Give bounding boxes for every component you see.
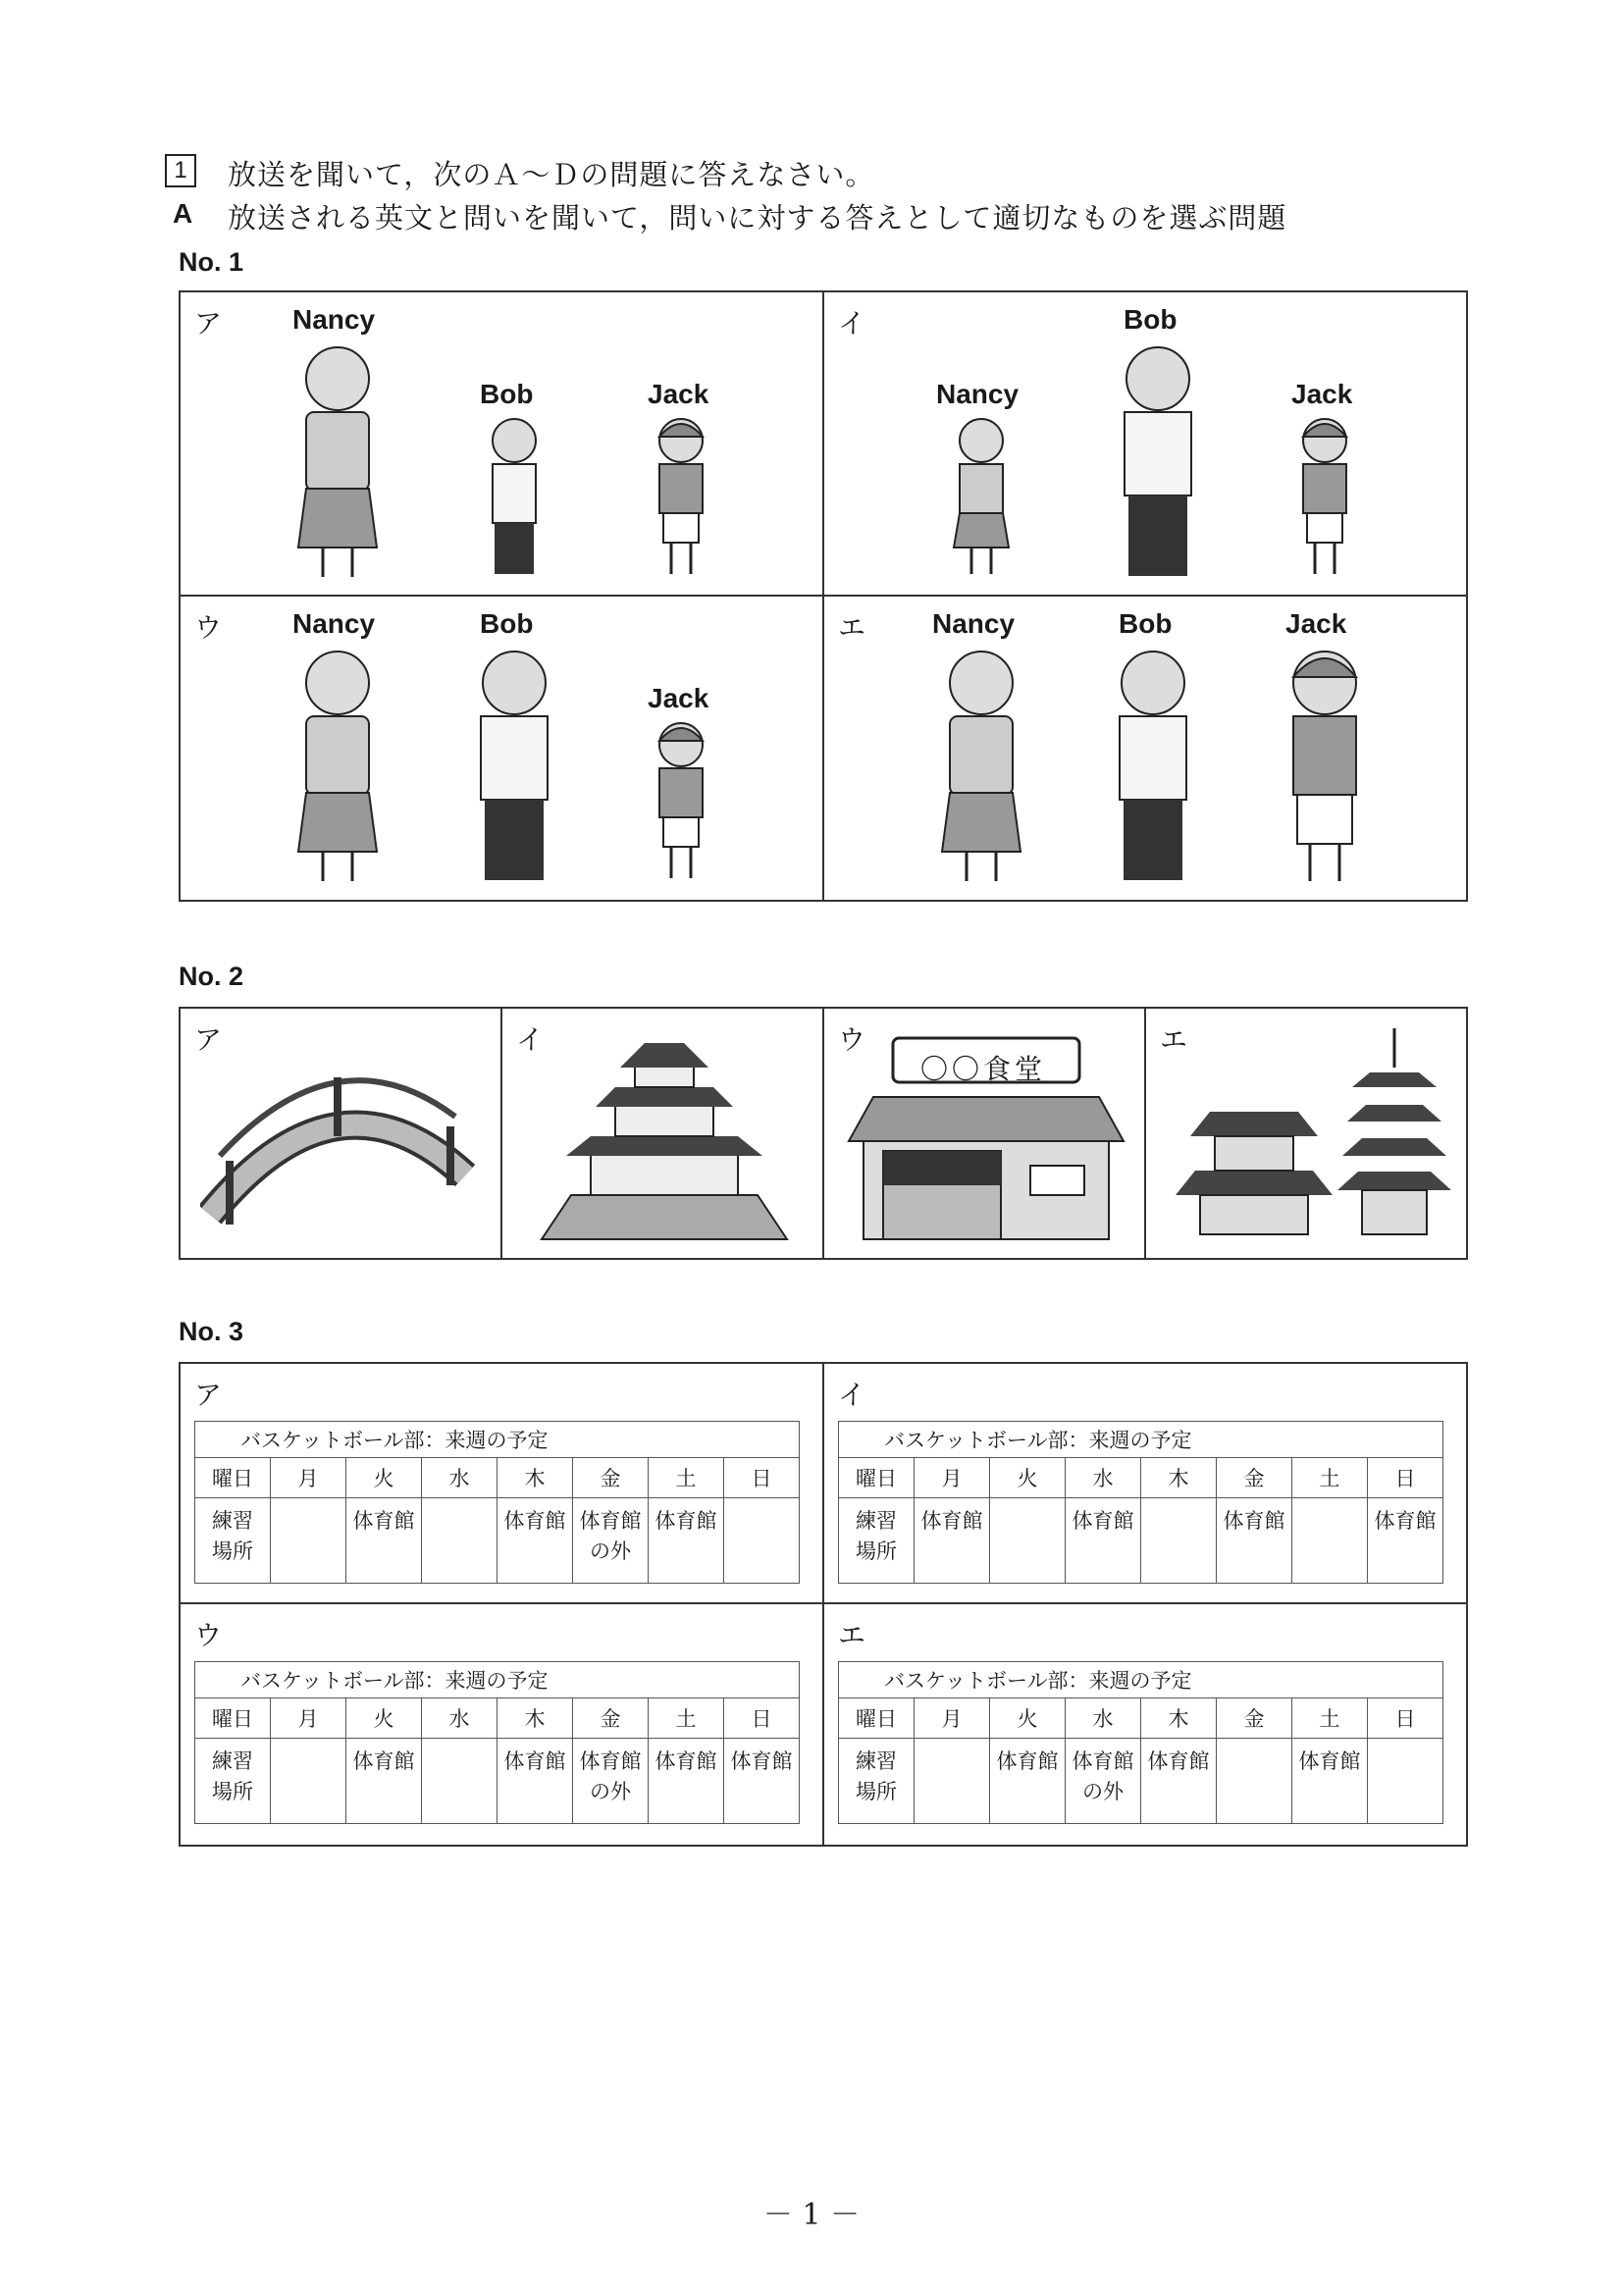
day-mon: 月	[271, 1458, 346, 1498]
no1-choice-u[interactable]	[181, 597, 824, 901]
temple-pagoda-icon	[1166, 1028, 1455, 1244]
place-sun	[724, 1498, 800, 1584]
place-tue	[990, 1498, 1066, 1584]
day-tue: 火	[990, 1698, 1066, 1739]
no2-choice-i[interactable]	[502, 1009, 824, 1258]
no3-choice-e[interactable]	[824, 1604, 1468, 1845]
no1-choices-frame	[179, 290, 1468, 902]
choice-mark: ウ	[838, 1023, 866, 1056]
name-jack: Jack	[1285, 608, 1347, 639]
schedule-title: バスケットボール部：来週の予定	[195, 1422, 800, 1458]
place-wed: 体育館	[1066, 1498, 1141, 1584]
day-mon: 月	[271, 1698, 346, 1739]
no3-choice-i[interactable]	[824, 1364, 1468, 1604]
restaurant-sign-text: 〇〇食堂	[920, 1054, 1047, 1084]
page-number: － 1 －	[762, 2198, 861, 2232]
jack-figure-icon	[1266, 646, 1384, 891]
day-wed: 水	[1066, 1698, 1141, 1739]
bob-figure-icon	[455, 646, 573, 891]
place-tue: 体育館	[346, 1739, 422, 1824]
place-wed	[422, 1739, 497, 1824]
place-thu: 体育館	[497, 1739, 573, 1824]
place-mon	[271, 1739, 346, 1824]
name-jack: Jack	[648, 379, 709, 409]
name-jack: Jack	[1291, 379, 1353, 409]
day-wed: 水	[422, 1458, 497, 1498]
day-sun: 日	[724, 1698, 800, 1739]
choice-mark: イ	[838, 1379, 866, 1411]
day-mon: 月	[915, 1698, 990, 1739]
name-bob: Bob	[1124, 304, 1178, 335]
choice-mark: イ	[516, 1023, 545, 1056]
day-thu: 木	[497, 1458, 573, 1498]
day-sat: 土	[649, 1458, 724, 1498]
schedule-title: バスケットボール部：来週の予定	[839, 1662, 1443, 1698]
nancy-figure-icon	[279, 646, 396, 891]
choice-mark: エ	[838, 611, 866, 644]
schedule-title: バスケットボール部：来週の予定	[839, 1422, 1443, 1458]
nancy-figure-icon	[922, 646, 1040, 891]
no1-choice-e[interactable]	[824, 597, 1468, 901]
schedule-table	[838, 1421, 1443, 1584]
no2-label: No. 2	[179, 962, 244, 991]
place-wed	[422, 1498, 497, 1584]
place-mon	[271, 1498, 346, 1584]
day-fri: 金	[1217, 1698, 1292, 1739]
jack-figure-icon	[1285, 415, 1364, 582]
no3-label: No. 3	[179, 1317, 244, 1346]
place-sat: 体育館	[649, 1498, 724, 1584]
day-row-label: 曜日	[195, 1458, 271, 1498]
place-sat	[1292, 1498, 1368, 1584]
place-sun: 体育館	[1368, 1498, 1443, 1584]
place-tue: 体育館	[990, 1739, 1066, 1824]
day-thu: 木	[497, 1698, 573, 1739]
place-mon: 体育館	[915, 1498, 990, 1584]
name-nancy: Nancy	[292, 304, 376, 335]
schedule-table	[838, 1661, 1443, 1824]
day-sat: 土	[649, 1698, 724, 1739]
no3-choice-u[interactable]	[181, 1604, 824, 1845]
day-tue: 火	[346, 1458, 422, 1498]
question-number: 1	[165, 154, 196, 187]
nancy-figure-icon	[279, 341, 396, 587]
place-thu	[1141, 1498, 1217, 1584]
name-bob: Bob	[480, 379, 534, 409]
choice-mark: イ	[838, 307, 866, 339]
place-mon	[915, 1739, 990, 1824]
day-row-label: 曜日	[839, 1698, 915, 1739]
day-sat: 土	[1292, 1458, 1368, 1498]
no2-choice-e[interactable]	[1146, 1009, 1466, 1258]
place-thu: 体育館	[1141, 1739, 1217, 1824]
no2-choice-a[interactable]	[181, 1009, 502, 1258]
choice-mark: ウ	[194, 1619, 223, 1651]
day-fri: 金	[1217, 1458, 1292, 1498]
place-wed: 体育館 の外	[1066, 1739, 1141, 1824]
place-row-label: 練習 場所	[195, 1498, 271, 1584]
day-tue: 火	[990, 1458, 1066, 1498]
nancy-figure-icon	[942, 415, 1021, 582]
choice-mark: エ	[1160, 1023, 1188, 1056]
day-row-label: 曜日	[839, 1458, 915, 1498]
day-sun: 日	[1368, 1458, 1443, 1498]
day-tue: 火	[346, 1698, 422, 1739]
day-wed: 水	[422, 1698, 497, 1739]
place-thu: 体育館	[497, 1498, 573, 1584]
name-jack: Jack	[648, 683, 709, 713]
no2-choice-u[interactable]	[824, 1009, 1146, 1258]
japanese-castle-icon	[522, 1033, 807, 1244]
day-mon: 月	[915, 1458, 990, 1498]
schedule-title: バスケットボール部：来週の予定	[195, 1662, 800, 1698]
place-fri: 体育館 の外	[573, 1739, 649, 1824]
place-sat: 体育館	[649, 1739, 724, 1824]
choice-mark: ア	[194, 1379, 223, 1411]
name-nancy: Nancy	[932, 608, 1016, 639]
place-row-label: 練習 場所	[839, 1498, 915, 1584]
part-letter: A	[173, 198, 193, 229]
jack-figure-icon	[642, 719, 720, 886]
place-tue: 体育館	[346, 1498, 422, 1584]
choice-mark: ア	[194, 1023, 223, 1056]
arched-bridge-icon	[200, 1038, 485, 1244]
day-row-label: 曜日	[195, 1698, 271, 1739]
day-sat: 土	[1292, 1698, 1368, 1739]
day-thu: 木	[1141, 1698, 1217, 1739]
no1-label: No. 1	[179, 247, 244, 277]
bob-figure-icon	[1099, 341, 1217, 587]
choice-mark: ア	[194, 307, 223, 339]
place-sun: 体育館	[724, 1739, 800, 1824]
place-row-label: 練習 場所	[839, 1739, 915, 1824]
day-sun: 日	[724, 1458, 800, 1498]
no3-choice-a[interactable]	[181, 1364, 824, 1604]
place-fri: 体育館 の外	[573, 1498, 649, 1584]
choice-mark: ウ	[194, 611, 223, 644]
choice-mark: エ	[838, 1619, 866, 1651]
day-fri: 金	[573, 1698, 649, 1739]
place-sat: 体育館	[1292, 1739, 1368, 1824]
day-wed: 水	[1066, 1458, 1141, 1498]
place-row-label: 練習 場所	[195, 1739, 271, 1824]
place-fri: 体育館	[1217, 1498, 1292, 1584]
day-thu: 木	[1141, 1458, 1217, 1498]
bob-figure-icon	[475, 415, 553, 582]
jack-figure-icon	[642, 415, 720, 582]
day-fri: 金	[573, 1458, 649, 1498]
no3-choices-frame	[179, 1362, 1468, 1847]
no1-choice-i[interactable]	[824, 292, 1468, 597]
no2-choices-frame	[179, 1007, 1468, 1260]
name-bob: Bob	[480, 608, 534, 639]
place-sun	[1368, 1739, 1443, 1824]
bob-figure-icon	[1094, 646, 1212, 891]
place-fri	[1217, 1739, 1292, 1824]
day-sun: 日	[1368, 1698, 1443, 1739]
part-description: 放送される英文と問いを聞いて，問いに対する答えとして適切なものを選ぶ問題	[228, 201, 1287, 235]
schedule-table	[194, 1661, 800, 1824]
name-nancy: Nancy	[292, 608, 376, 639]
name-nancy: Nancy	[936, 379, 1020, 409]
name-bob: Bob	[1119, 608, 1173, 639]
schedule-table	[194, 1421, 800, 1584]
question-instruction: 放送を聞いて，次のＡ～Ｄの問題に答えなさい。	[228, 158, 875, 191]
no1-choice-a[interactable]	[181, 292, 824, 597]
